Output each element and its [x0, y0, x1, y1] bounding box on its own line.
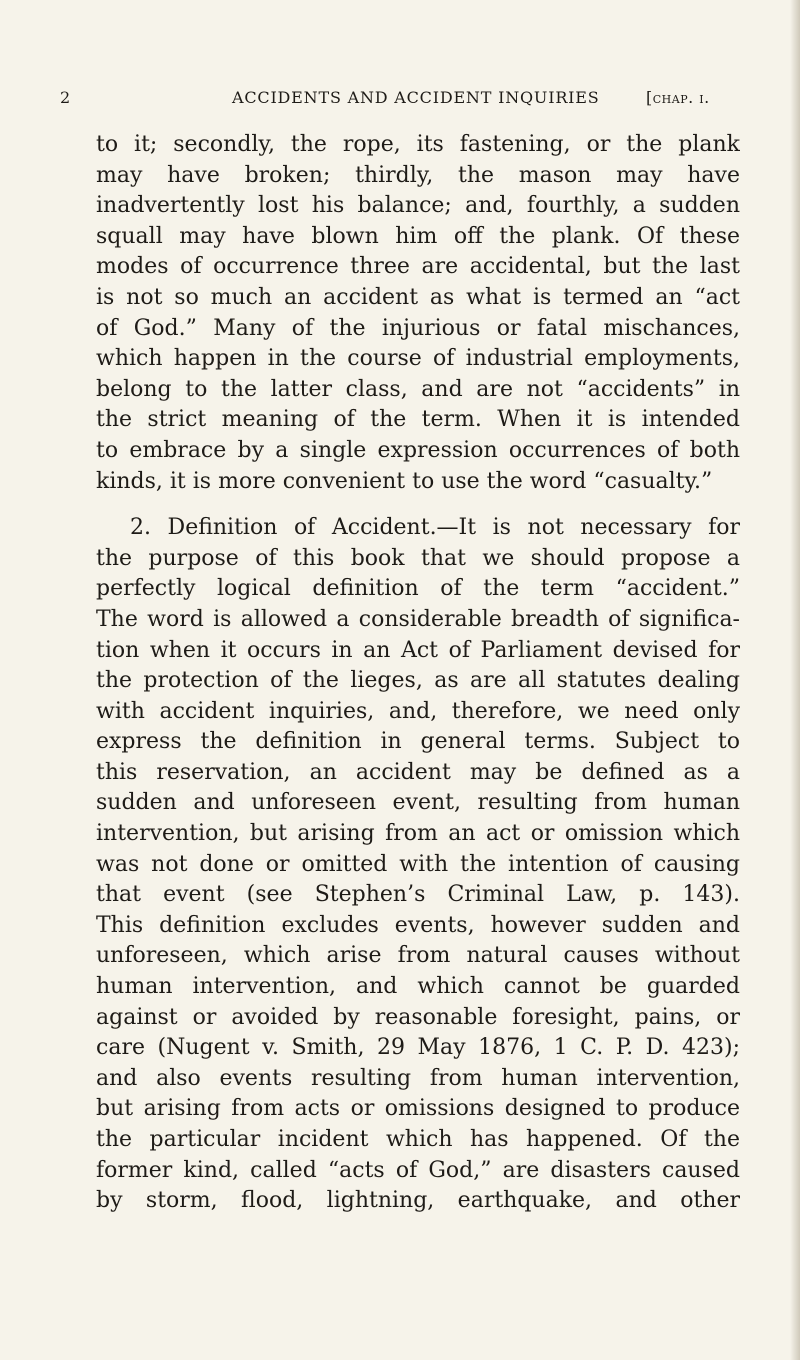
- text-line: of God.” Many of the injurious or fatal mischances,: [96, 315, 740, 341]
- text-line: is not so much an accident as what is termed an “act: [96, 284, 740, 310]
- text-line: human intervention, and which cannot be guarded: [96, 974, 740, 1000]
- chapter-reference: [chap. i.: [646, 88, 710, 107]
- text-line: unforeseen, which arise from natural causes without: [96, 943, 740, 969]
- body-text: [96, 130, 740, 1217]
- text-line: express the definition in general terms. Subject to: [96, 729, 740, 755]
- text-line: sudden and unforeseen event, resulting from human: [96, 790, 740, 816]
- section-definition-of-accident: [96, 513, 740, 1217]
- text-line: but arising from acts or omissions designed to produce: [96, 1096, 740, 1122]
- page-number: 2: [60, 88, 71, 107]
- text-line: to it; secondly, the rope, its fastening, or the plank: [96, 132, 740, 157]
- running-title: ACCIDENTS AND ACCIDENT INQUIRIES: [232, 88, 600, 107]
- page-edge-shadow: [790, 0, 800, 1360]
- text-line: was not done or omitted with the intention of causing: [96, 851, 740, 877]
- text-line: that event (see Stephen’s Criminal Law, p. 143).: [96, 882, 740, 908]
- text-line: may have broken; thirdly, the mason may have: [96, 162, 740, 188]
- text-line: this reservation, an accident may be defined as a: [96, 759, 740, 785]
- paragraph-spacer: [96, 497, 740, 513]
- text-line: the purpose of this book that we should propose a: [96, 545, 740, 571]
- text-line: the particular incident which has happened. Of the: [96, 1127, 740, 1152]
- text-line: care (Nugent v. Smith, 29 May 1876, 1 C. P. D. 423);: [96, 1035, 740, 1061]
- text-line: kinds, it is more convenient to use the word “casualty.”: [96, 468, 713, 494]
- text-line: the protection of the lieges, as are all statutes dealing: [96, 668, 740, 694]
- text-line: former kind, called “acts of God,” are disasters caused: [96, 1157, 740, 1183]
- text-line: and also events resulting from human intervention,: [96, 1065, 740, 1091]
- text-line: tion when it occurs in an Act of Parliament devised for: [96, 637, 740, 663]
- section-heading-line: 2. Definition of Accident.—It is not necessary for: [130, 515, 740, 541]
- running-header: [60, 88, 760, 112]
- text-line: which happen in the course of industrial employments,: [96, 346, 740, 372]
- text-line: with accident inquiries, and, therefore, we need only: [96, 698, 740, 724]
- text-line: inadvertently lost his balance; and, fourthly, a sudden: [96, 193, 740, 219]
- text-line: The word is allowed a considerable breadth of significa-: [96, 606, 740, 632]
- text-line: squall may have blown him off the plank. Of these: [96, 223, 740, 249]
- text-line: against or avoided by reasonable foresight, pains, or: [96, 1004, 740, 1030]
- text-line: the strict meaning of the term. When it is intended: [96, 407, 740, 433]
- text-line: This definition excludes events, however sudden and: [96, 912, 740, 938]
- text-line: intervention, but arising from an act or omission which: [96, 821, 740, 847]
- text-line: belong to the latter class, and are not “accidents” in: [96, 376, 740, 402]
- text-line: perfectly logical definition of the term “accident.”: [96, 576, 740, 602]
- paragraph-continuation: [96, 130, 740, 497]
- text-line: modes of occurrence three are accidental, but the last: [96, 254, 740, 280]
- text-line: to embrace by a single expression occurrences of both: [96, 437, 740, 463]
- text-line: by storm, flood, lightning, earthquake, and other: [96, 1188, 740, 1214]
